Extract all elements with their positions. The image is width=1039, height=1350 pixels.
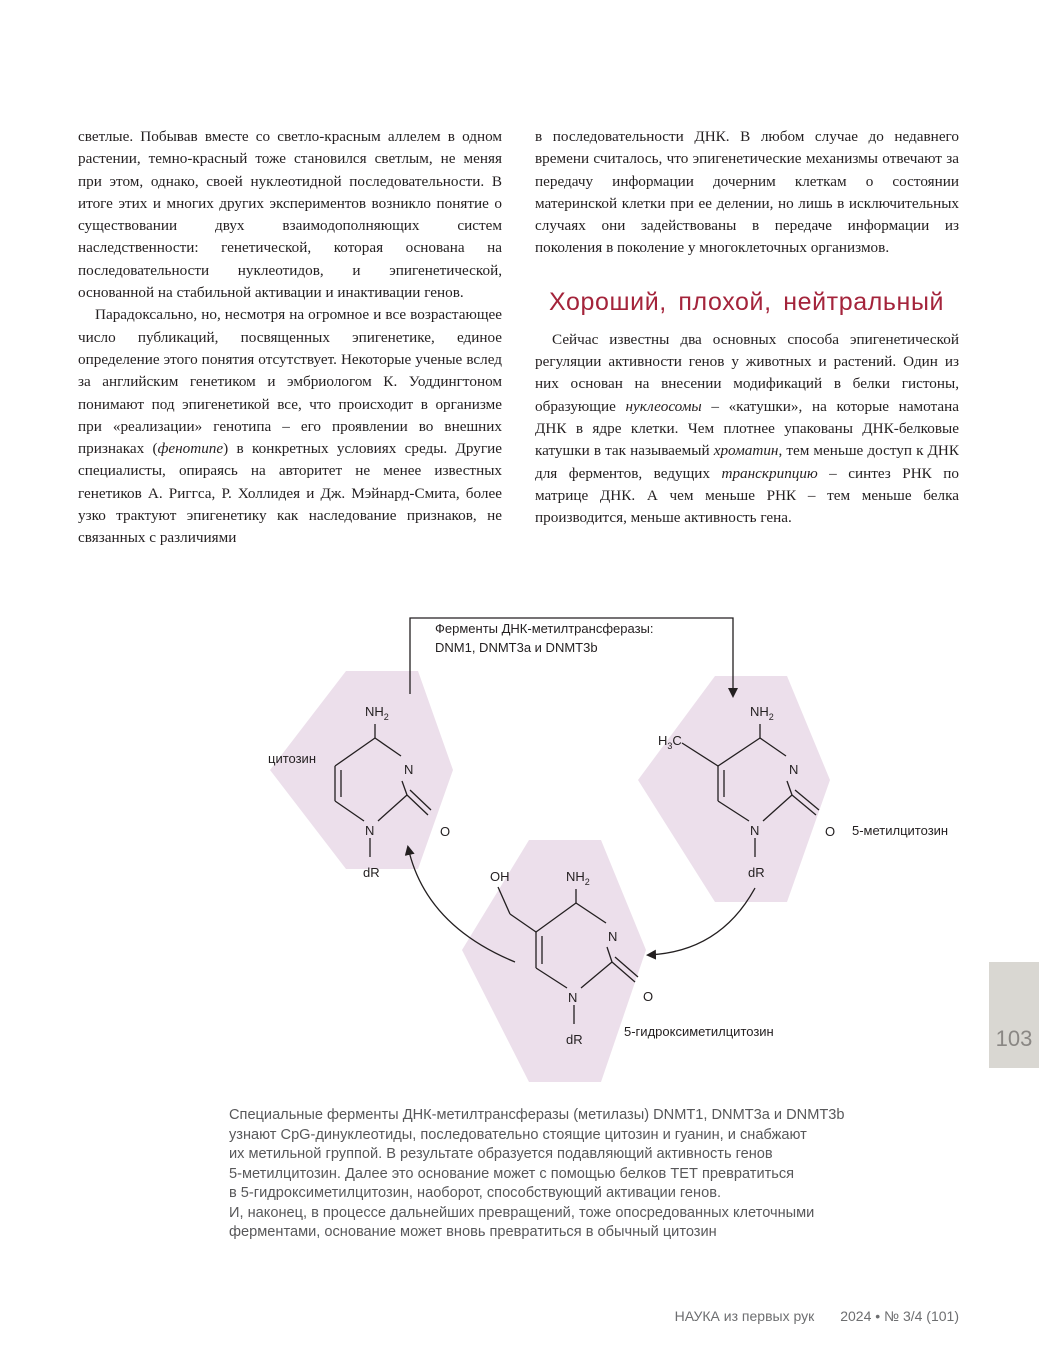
caption-line: ферментами, основание может вновь превратиться в обычный цитозин	[229, 1224, 717, 1240]
caption-line: Специальные ферменты ДНК-метилтрансферазы (метилазы) DNMT1, DNMT3a и DNMT3b	[229, 1107, 845, 1123]
left-column	[78, 126, 502, 550]
page-number: 103	[995, 1026, 1033, 1051]
ring-nitrogen-label: N	[365, 823, 375, 838]
hydroxymethylcytosine-name: 5-гидроксиметилцитозин	[624, 1024, 774, 1039]
methylation-cycle-diagram	[250, 600, 970, 1095]
deoxyribose-label: dR	[748, 865, 765, 880]
paragraph: в последовательности ДНК. В любом случае до недавнего времени считалось, что эпигенетические механизмы отвечают за передачу информации дочерним клеткам о состоянии материнской клетки при ее делении, но лишь в исключительных случаях они задействованы в передаче информации из поколения в поколение у многоклеточных организмов.	[535, 128, 959, 257]
caption-line: 5-метилцитозин. Далее это основание может с помощью белков ТЕТ превратиться	[229, 1165, 795, 1182]
methylcytosine-hexagon	[638, 676, 830, 902]
caption-line: в 5-гидроксиметилцитозин, наоборот, способствующий активации генов.	[229, 1185, 722, 1201]
oxygen-label: O	[643, 989, 654, 1004]
enzyme-label-line2: DNM1, DNMT3a и DNMT3b	[435, 640, 598, 655]
caption-line: И, наконец, в процессе дальнейших превращений, тоже опосредованных клеточными	[229, 1204, 815, 1221]
paragraph: Парадоксально, но, несмотря на огромное и все возрастающее число публикаций, посвященных эпигенетике, единое определение этого понятия отсутствует. Некоторые ученые вслед за английским генетиком и эмбриологом К. Уоддингтоном понимают под эпигенетикой все, что происходит в организме при «реализации» генотипа – его проявлении во внешних признаках (фенотипе) в конкретных условиях среды. Другие специалисты, опираясь на авторитет не менее известных генетиков А. Риггса, Р. Холлидея и Дж. Мэйнард-Смита, более узко трактуют эпигенетику как наследование признаков, не связанных с различиями	[78, 306, 502, 547]
hydroxyl-group-label: OH	[490, 869, 510, 884]
page-footer	[675, 1308, 959, 1324]
oxygen-label: O	[440, 824, 451, 839]
ring-nitrogen-label: N	[404, 762, 414, 777]
amino-group-label: $NH_2$	[365, 704, 389, 722]
deoxyribose-label: dR	[363, 865, 380, 880]
figure-caption	[229, 1106, 949, 1243]
ring-nitrogen-label: N	[789, 762, 799, 777]
deoxyribose-label: dR	[566, 1032, 583, 1047]
oxygen-label: O	[825, 824, 836, 839]
enzyme-label-line1: Ферменты ДНК-метилтрансферазы:	[435, 621, 654, 636]
right-column	[535, 126, 959, 529]
caption-line: узнают CpG-динуклеотиды, последовательно стоящие цитозин и гуанин, и снабжают	[229, 1126, 807, 1143]
amino-group-label: $NH_2$	[566, 869, 590, 887]
cytosine-hexagon	[270, 671, 453, 869]
issue-info: 2024 • № 3/4 (101)	[840, 1308, 959, 1324]
methylcytosine-name: 5-метилцитозин	[852, 823, 949, 838]
section-heading: Хороший, плохой, нейтральный	[549, 287, 945, 316]
amino-group-label: $NH_2$	[750, 704, 774, 722]
caption-line: их метильной группой. В результате образуется подавляющий активность генов	[229, 1146, 773, 1162]
page-number-tab	[989, 962, 1039, 1068]
cytosine-name: цитозин	[268, 751, 317, 766]
journal-title: НАУКА из первых рук	[674, 1308, 815, 1324]
methyl-group-label: $H_3C$	[658, 733, 682, 751]
paragraph: Сейчас известны два основных способа эпигенетической регуляции активности генов у животных и растений. Один из них основан на внесении модификаций в белки гистоны, образующие нуклеосомы – «катушки», на которые намотана ДНК в ядре клетки. Чем плотнее упакованы ДНК-белковые катушки в так называемый хроматин, тем меньше доступ к ДНК для ферментов, ведущих транскрипцию – синтез РНК по матрице ДНК. А чем меньше РНК – тем меньше белка производится, меньше активность гена.	[535, 330, 960, 527]
paragraph: светлые. Побывав вместе со светло-красным аллелем в одном растении, темно-красный тоже становился светлым, не меняя при этом, однако, своей нуклеотидной последовательности. В итоге этих и многих других экспериментов возникло понятие о существовании двух взаимодополняющих систем наследственности: генетической, которая основана на последовательности нуклеотидов, и эпигенетической, основанной на стабильной активации и инактивации генов.	[78, 128, 502, 302]
ring-nitrogen-label: N	[750, 823, 760, 838]
methylation-cycle-figure	[250, 600, 970, 1095]
ring-nitrogen-label: N	[608, 929, 618, 944]
ring-nitrogen-label: N	[568, 990, 578, 1005]
